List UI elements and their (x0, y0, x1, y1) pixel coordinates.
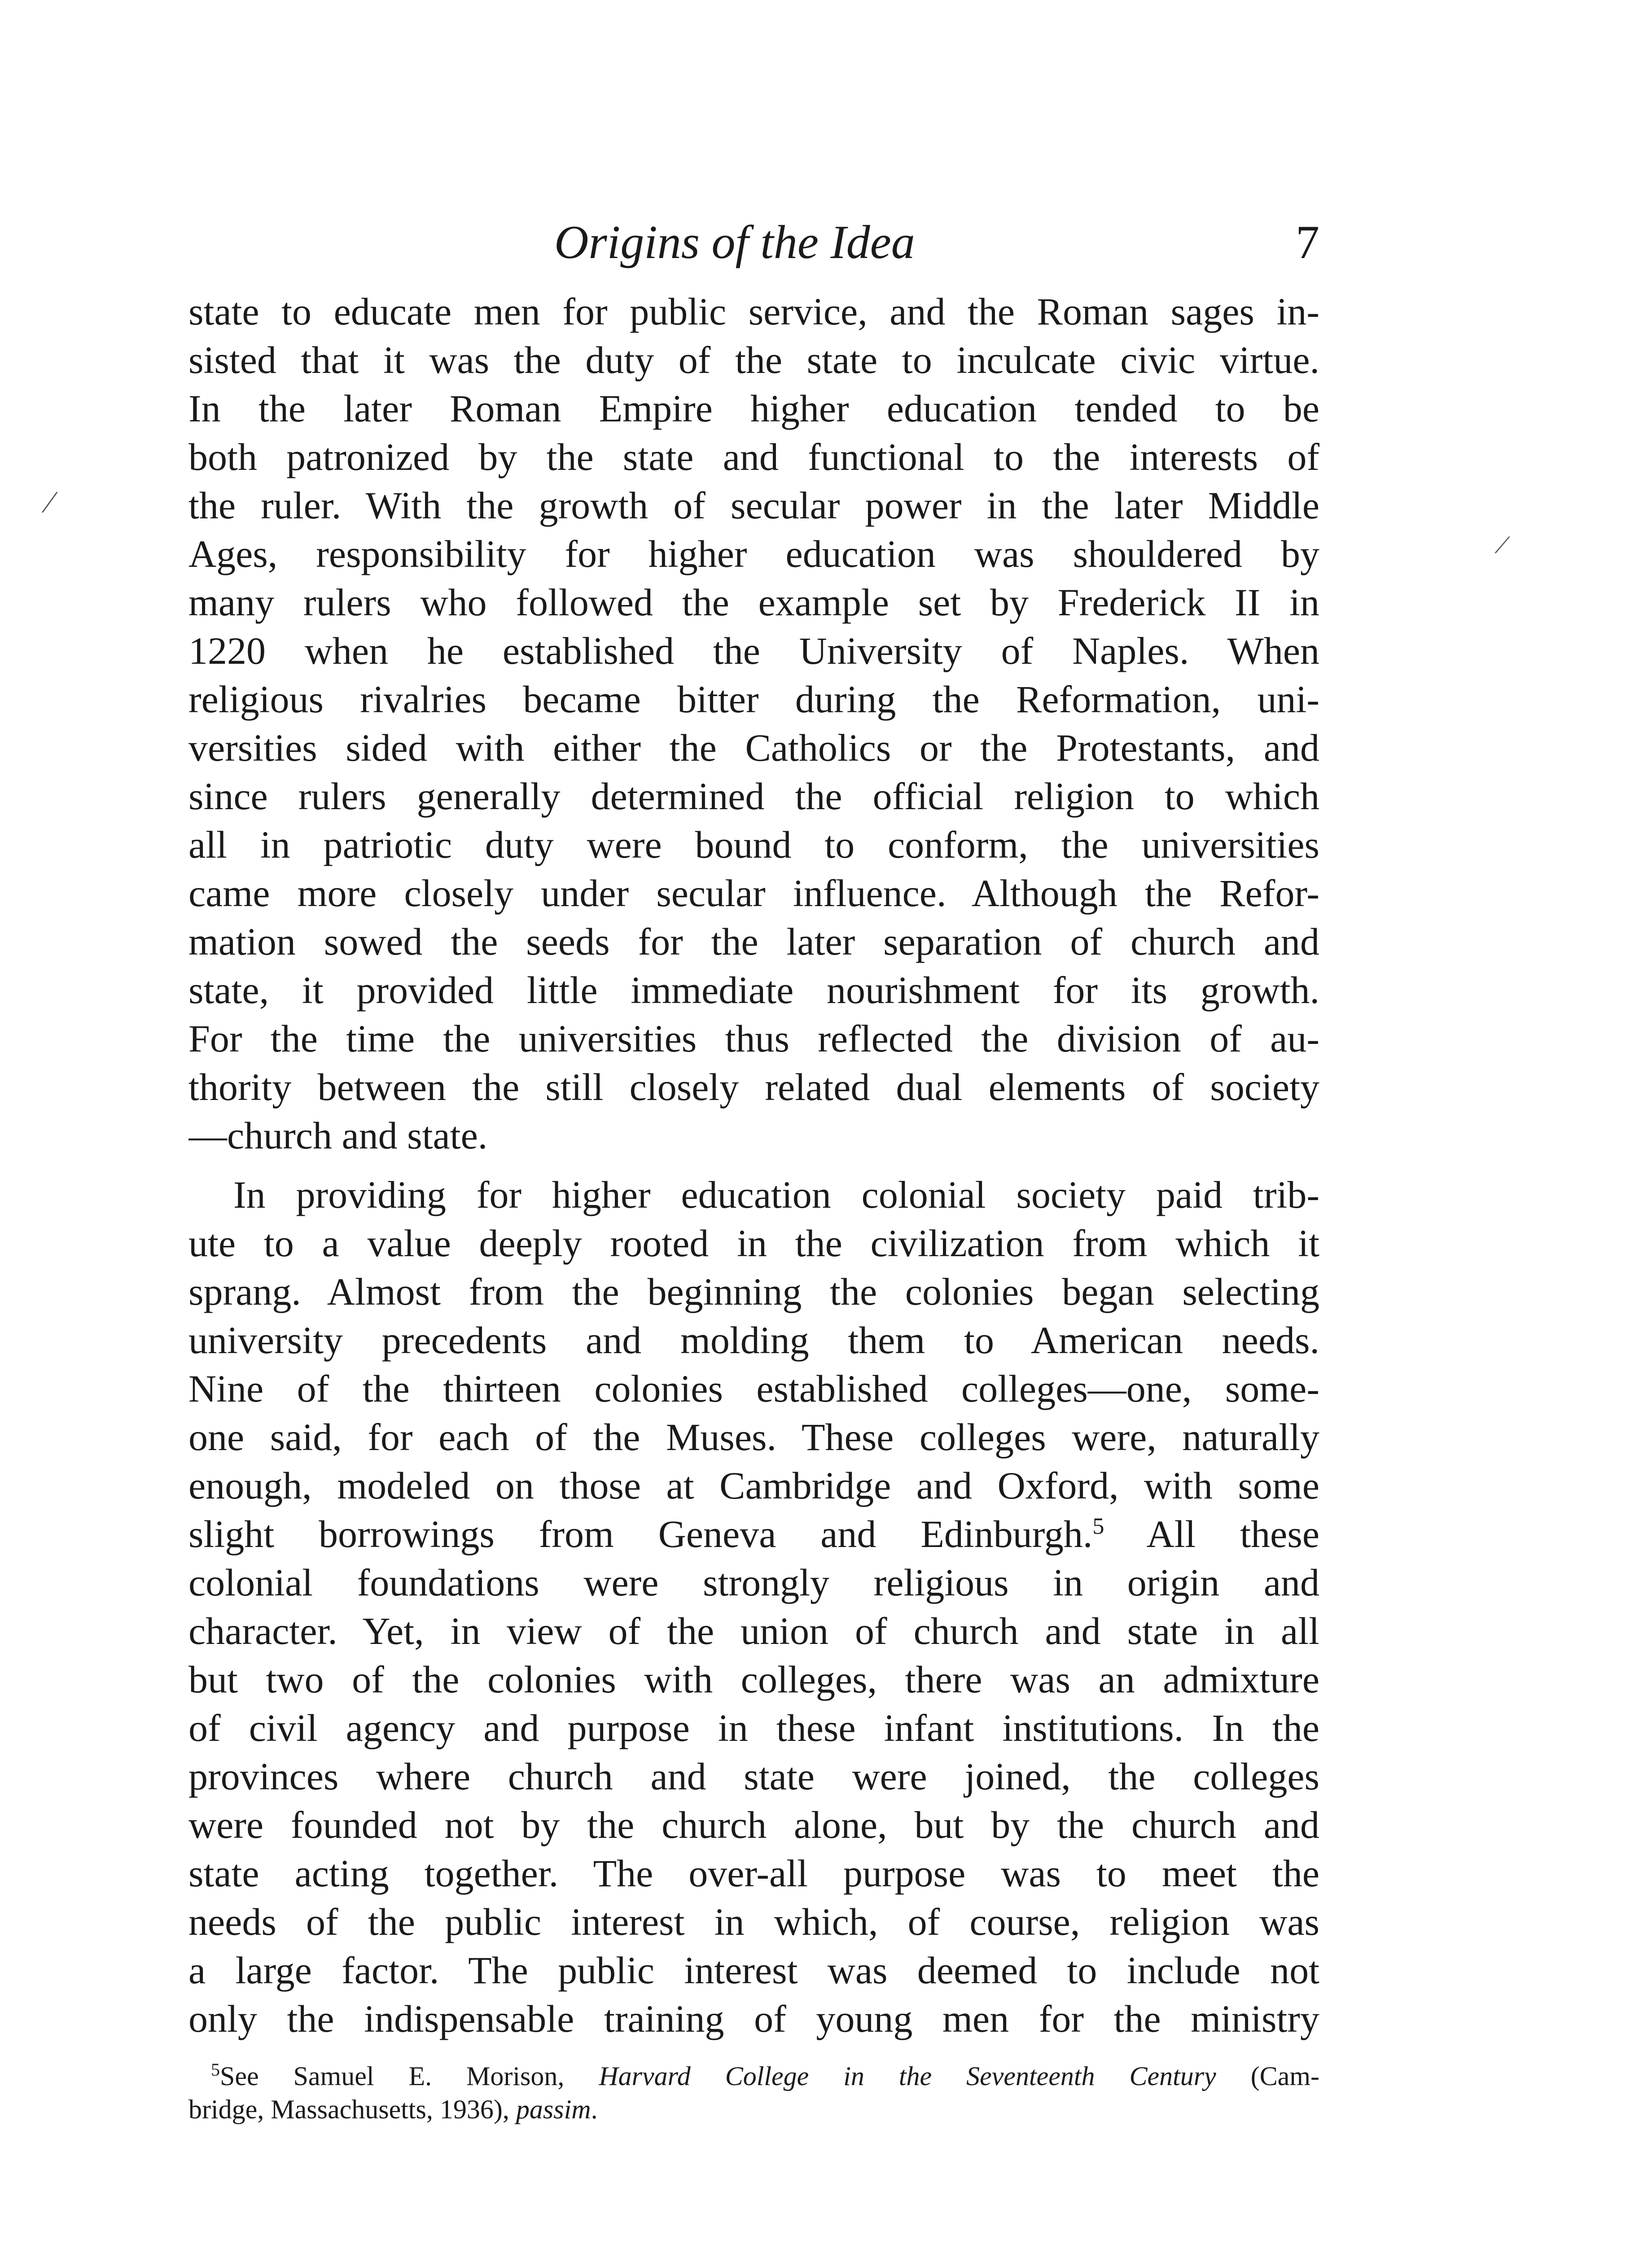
margin-scan-mark: ⁄ (47, 485, 53, 520)
text-line: ute to a value deeply rooted in the civilization from which it (188, 1222, 1319, 1265)
text-line: state to educate men for public service, and the Roman sages in- (188, 290, 1319, 333)
text-line: both patronized by the state and functional to the interests of (188, 435, 1319, 478)
text-line: sprang. Almost from the beginning the colonies began selecting (188, 1270, 1319, 1313)
text-line: since rulers generally determined the official religion to which (188, 775, 1319, 818)
text-line: mation sowed the seeds for the later separation of church and (188, 920, 1319, 963)
text-line: a large factor. The public interest was deemed to include not (188, 1949, 1319, 1992)
text-line: one said, for each of the Muses. These colleges were, naturally (188, 1416, 1319, 1459)
text-line: religious rivalries became bitter during the Reformation, uni- (188, 678, 1319, 721)
text-fragment: slight borrowings from Geneva and Edinburgh. (188, 1512, 1093, 1556)
page-number: 7 (1296, 216, 1319, 268)
text-line: sisted that it was the duty of the state to inculcate civic virtue. (188, 338, 1319, 381)
text-line: university precedents and molding them to American needs. (188, 1319, 1319, 1362)
footnote-line (211, 2060, 1319, 2092)
text-line: needs of the public interest in which, of course, religion was (188, 1900, 1319, 1943)
text-line: all in patriotic duty were bound to conform, the universities (188, 823, 1319, 866)
text-line: of civil agency and purpose in these infant institutions. In the (188, 1706, 1319, 1749)
footnote-text: . (591, 2095, 598, 2124)
text-line: the ruler. With the growth of secular power in the later Middle (188, 484, 1319, 527)
text-line: Ages, responsibility for higher education was shouldered by (188, 532, 1319, 575)
text-line: many rulers who followed the example set by Frederick II in (188, 581, 1319, 624)
footnote-text: See Samuel E. Morison, (220, 2061, 599, 2091)
text-line-with-note (188, 1510, 1319, 1558)
running-title: Origins of the Idea (554, 216, 915, 268)
text-fragment: All these (1104, 1512, 1319, 1556)
text-line: versities sided with either the Catholics or the Protestants, and (188, 726, 1319, 769)
margin-scan-mark: ⟋ (1494, 533, 1510, 558)
text-line: provinces where church and state were joined, the colleges (188, 1755, 1319, 1798)
footnote-text: bridge, Massachusetts, 1936), (188, 2095, 516, 2124)
running-header (188, 211, 1319, 274)
text-line: enough, modeled on those at Cambridge and Oxford, with some (188, 1464, 1319, 1507)
text-line: In the later Roman Empire higher education tended to be (188, 387, 1319, 430)
footnote-italic-term: passim (516, 2095, 591, 2124)
footnote-marker: 5 (211, 2060, 220, 2080)
text-line: were founded not by the church alone, but by the church and (188, 1803, 1319, 1846)
footnote-text: (Cam- (1216, 2061, 1319, 2091)
footnote-line (188, 2093, 1319, 2126)
text-line: In providing for higher education colonial society paid trib- (233, 1173, 1319, 1216)
text-line: state acting together. The over-all purpose was to meet the (188, 1852, 1319, 1895)
text-line: thority between the still closely related dual elements of society (188, 1065, 1319, 1109)
text-line: colonial foundations were strongly religious in origin and (188, 1561, 1319, 1604)
text-line: For the time the universities thus reflected the division of au- (188, 1017, 1319, 1060)
text-line: but two of the colonies with colleges, there was an admixture (188, 1658, 1319, 1701)
text-line: character. Yet, in view of the union of church and state in all (188, 1609, 1319, 1652)
text-line: state, it provided little immediate nourishment for its growth. (188, 969, 1319, 1012)
text-line: Nine of the thirteen colonies established colleges—one, some- (188, 1367, 1319, 1410)
text-line: —church and state. (188, 1114, 488, 1157)
footnote-book-title: Harvard College in the Seventeenth Century (599, 2061, 1216, 2091)
text-line: 1220 when he established the University of Naples. When (188, 629, 1319, 672)
text-line: only the indispensable training of young men for the ministry (188, 1997, 1319, 2040)
footnote-reference[interactable]: 5 (1092, 1513, 1104, 1539)
text-line: came more closely under secular influence. Although the Refor- (188, 872, 1319, 915)
